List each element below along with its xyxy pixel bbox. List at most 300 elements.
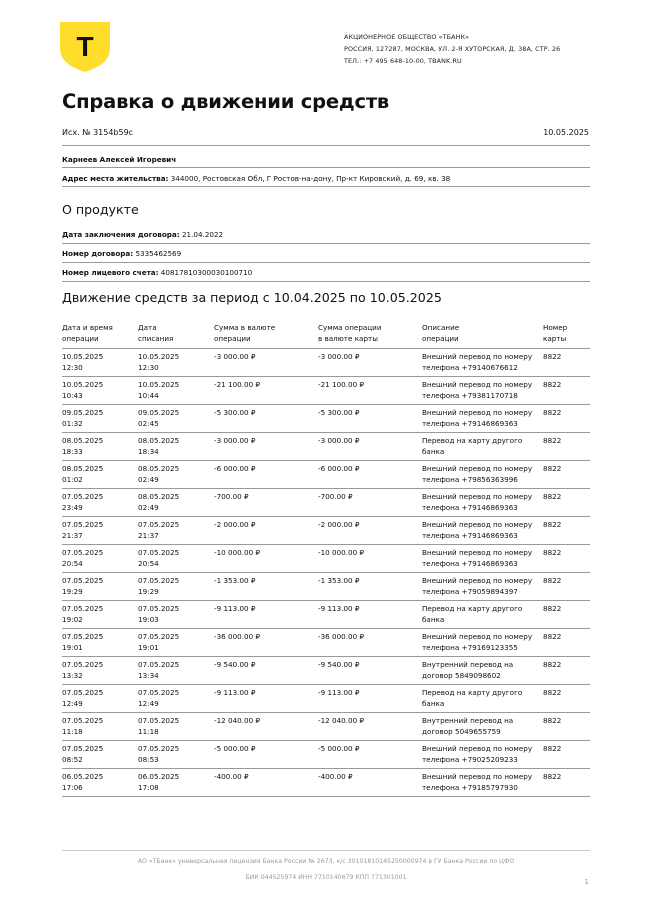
cell-line: 8822 xyxy=(543,464,562,473)
cell-line: -9 113.00 ₽ xyxy=(214,688,256,697)
table-row xyxy=(62,461,590,489)
cell-amount-card xyxy=(318,657,422,685)
cell-description xyxy=(422,545,543,573)
cell-amount-operation xyxy=(214,741,318,769)
cell-line: 10:43 xyxy=(62,391,83,400)
cell-line: -1 353.00 ₽ xyxy=(214,576,256,585)
cell-line: 08.05.2025 xyxy=(62,436,104,445)
table-row xyxy=(62,489,590,517)
cell-line: -9 113.00 ₽ xyxy=(318,688,360,697)
divider xyxy=(62,186,590,187)
movements-table-header xyxy=(62,322,590,349)
cell-op-datetime xyxy=(62,573,138,601)
cell-line: -400.00 ₽ xyxy=(318,772,353,781)
cell-debit-datetime xyxy=(138,545,214,573)
cell-amount-card xyxy=(318,713,422,741)
cell-card-number xyxy=(543,433,590,461)
cell-line: 21:37 xyxy=(62,531,83,540)
table-row xyxy=(62,713,590,741)
cell-line: 07.05.2025 xyxy=(62,492,104,501)
table-row xyxy=(62,657,590,685)
cell-line: 09.05.2025 xyxy=(62,408,104,417)
cell-line: 07.05.2025 xyxy=(138,716,180,725)
column-header-line: Описание xyxy=(422,323,460,332)
cell-line: 19:01 xyxy=(62,643,83,652)
cell-line: телефона +79146869363 xyxy=(422,419,518,428)
cell-line: 19:03 xyxy=(138,615,159,624)
cell-debit-datetime xyxy=(138,741,214,769)
cell-line: -12 040.00 ₽ xyxy=(214,716,261,725)
cell-line: 07.05.2025 xyxy=(138,576,180,585)
cell-line: 12:30 xyxy=(62,363,83,372)
cell-line: 01:32 xyxy=(62,419,83,428)
cell-description xyxy=(422,685,543,713)
cell-amount-operation xyxy=(214,629,318,657)
cell-card-number xyxy=(543,489,590,517)
cell-line: -5 000.00 ₽ xyxy=(214,744,256,753)
cell-line: 8822 xyxy=(543,436,562,445)
cell-op-datetime xyxy=(62,489,138,517)
column-header-line: Сумма в валюте xyxy=(214,323,276,332)
cell-line: 07.05.2025 xyxy=(138,604,180,613)
page-number: 1 xyxy=(584,878,589,886)
cell-amount-operation xyxy=(214,405,318,433)
cell-op-datetime xyxy=(62,685,138,713)
cell-amount-operation xyxy=(214,461,318,489)
column-header-line: Номер xyxy=(543,323,568,332)
cell-line: 8822 xyxy=(543,744,562,753)
cell-description xyxy=(422,489,543,517)
cell-card-number xyxy=(543,629,590,657)
cell-description xyxy=(422,713,543,741)
cell-line: 07.05.2025 xyxy=(138,548,180,557)
client-name-value: Карнеев Алексей Игоревич xyxy=(62,155,177,164)
cell-line: -3 000.00 ₽ xyxy=(214,436,256,445)
cell-description xyxy=(422,769,543,797)
cell-line: -2 000.00 ₽ xyxy=(214,520,256,529)
cell-line: -5 000.00 ₽ xyxy=(318,744,360,753)
cell-amount-card xyxy=(318,629,422,657)
divider xyxy=(62,145,590,146)
column-header-debit-date xyxy=(138,322,214,349)
cell-line: 07.05.2025 xyxy=(62,660,104,669)
table-row xyxy=(62,517,590,545)
cell-line: -9 540.00 ₽ xyxy=(318,660,360,669)
company-info xyxy=(344,31,634,67)
cell-line: -400.00 ₽ xyxy=(214,772,249,781)
cell-line: -10 000.00 ₽ xyxy=(214,548,261,557)
column-header-amount-op xyxy=(214,322,318,349)
cell-line: 08:53 xyxy=(138,755,159,764)
table-row xyxy=(62,601,590,629)
cell-amount-operation xyxy=(214,349,318,377)
cell-amount-card xyxy=(318,545,422,573)
cell-line: 01:02 xyxy=(62,475,83,484)
cell-amount-card xyxy=(318,349,422,377)
cell-amount-operation xyxy=(214,433,318,461)
cell-line: 8822 xyxy=(543,408,562,417)
table-row xyxy=(62,741,590,769)
cell-line: 02:45 xyxy=(138,419,159,428)
document-date: 10.05.2025 xyxy=(543,128,589,137)
cell-line: -9 113.00 ₽ xyxy=(318,604,360,613)
cell-line: телефона +79169123355 xyxy=(422,643,518,652)
cell-line: 10.05.2025 xyxy=(138,352,180,361)
cell-line: Внешний перевод по номеру xyxy=(422,744,533,753)
cell-card-number xyxy=(543,657,590,685)
cell-line: 8822 xyxy=(543,548,562,557)
cell-line: -5 300.00 ₽ xyxy=(318,408,360,417)
cell-line: -12 040.00 ₽ xyxy=(318,716,365,725)
account-label: Номер лицевого счета: xyxy=(62,268,159,277)
cell-line: Перевод на карту другого xyxy=(422,604,523,613)
footer-bank-details: БИК 044525974 ИНН 7710140679 КПП 771301001 xyxy=(245,874,407,881)
cell-line: телефона +79025209233 xyxy=(422,755,518,764)
contract-number-value: 5335462569 xyxy=(135,249,182,258)
cell-amount-operation xyxy=(214,769,318,797)
cell-line: телефона +79381170718 xyxy=(422,391,518,400)
cell-line: 08:52 xyxy=(62,755,83,764)
contract-date-label: Дата заключения договора: xyxy=(62,230,180,239)
company-address: РОССИЯ, 127287, МОСКВА, УЛ. 2-Я ХУТОРСКАЯ, Д. 38А, СТР. 26 xyxy=(344,45,561,53)
cell-line: 08.05.2025 xyxy=(138,464,180,473)
cell-description xyxy=(422,741,543,769)
cell-line: 8822 xyxy=(543,520,562,529)
cell-description xyxy=(422,433,543,461)
cell-line: 8822 xyxy=(543,716,562,725)
cell-line: Внутренний перевод на xyxy=(422,716,514,725)
cell-line: -36 000.00 ₽ xyxy=(318,632,365,641)
cell-line: -3 000.00 ₽ xyxy=(214,352,256,361)
cell-op-datetime xyxy=(62,601,138,629)
cell-card-number xyxy=(543,601,590,629)
cell-amount-operation xyxy=(214,713,318,741)
cell-line: 17:06 xyxy=(62,783,83,792)
cell-line: Внешний перевод по номеру xyxy=(422,772,533,781)
cell-line: 21:37 xyxy=(138,531,159,540)
cell-line: 13:32 xyxy=(62,671,83,680)
document-ref: Исх. № 3154b59c xyxy=(62,128,134,137)
table-row xyxy=(62,685,590,713)
cell-line: 12:49 xyxy=(62,699,83,708)
cell-op-datetime xyxy=(62,405,138,433)
cell-line: 23:49 xyxy=(62,503,83,512)
cell-op-datetime xyxy=(62,517,138,545)
divider xyxy=(62,167,590,168)
cell-description xyxy=(422,573,543,601)
column-header-line: операции xyxy=(62,334,99,343)
cell-line: Внешний перевод по номеру xyxy=(422,492,533,501)
table-row xyxy=(62,629,590,657)
cell-debit-datetime xyxy=(138,685,214,713)
cell-line: 10.05.2025 xyxy=(62,380,104,389)
movements-table-body xyxy=(62,349,590,797)
address-label: Адрес места жительства: xyxy=(62,174,169,183)
cell-line: телефона +79059894397 xyxy=(422,587,518,596)
table-row xyxy=(62,769,590,797)
cell-op-datetime xyxy=(62,545,138,573)
cell-line: Внешний перевод по номеру xyxy=(422,408,533,417)
cell-line: -2 000.00 ₽ xyxy=(318,520,360,529)
cell-op-datetime xyxy=(62,629,138,657)
cell-line: -3 000.00 ₽ xyxy=(318,352,360,361)
cell-card-number xyxy=(543,741,590,769)
cell-description xyxy=(422,377,543,405)
cell-line: телефона +79140676612 xyxy=(422,363,518,372)
cell-line: -5 300.00 ₽ xyxy=(214,408,256,417)
cell-line: Внешний перевод по номеру xyxy=(422,576,533,585)
cell-line: 06.05.2025 xyxy=(62,772,104,781)
cell-line: 07.05.2025 xyxy=(62,576,104,585)
cell-amount-operation xyxy=(214,489,318,517)
cell-line: 02:49 xyxy=(138,475,159,484)
column-header-line: Дата и время xyxy=(62,323,113,332)
cell-description xyxy=(422,461,543,489)
cell-line: 8822 xyxy=(543,604,562,613)
cell-debit-datetime xyxy=(138,349,214,377)
column-header-line: операции xyxy=(422,334,459,343)
cell-line: 07.05.2025 xyxy=(62,604,104,613)
cell-line: 06.05.2025 xyxy=(138,772,180,781)
cell-line: 07.05.2025 xyxy=(62,548,104,557)
contract-number-label: Номер договора: xyxy=(62,249,134,258)
cell-line: 8822 xyxy=(543,660,562,669)
cell-line: Внешний перевод по номеру xyxy=(422,632,533,641)
cell-amount-card xyxy=(318,769,422,797)
cell-op-datetime xyxy=(62,657,138,685)
cell-description xyxy=(422,349,543,377)
cell-line: Внешний перевод по номеру xyxy=(422,380,533,389)
cell-line: 19:01 xyxy=(138,643,159,652)
column-header-card xyxy=(543,322,590,349)
cell-line: 07.05.2025 xyxy=(62,632,104,641)
cell-debit-datetime xyxy=(138,461,214,489)
column-header-description xyxy=(422,322,543,349)
cell-line: Внешний перевод по номеру xyxy=(422,352,533,361)
table-header-row xyxy=(62,322,590,349)
cell-line: 09.05.2025 xyxy=(138,408,180,417)
column-header-line: операции xyxy=(214,334,251,343)
cell-line: 8822 xyxy=(543,576,562,585)
cell-line: договор 5049655759 xyxy=(422,727,501,736)
cell-line: 07.05.2025 xyxy=(138,688,180,697)
cell-line: 07.05.2025 xyxy=(62,716,104,725)
cell-amount-operation xyxy=(214,573,318,601)
cell-card-number xyxy=(543,685,590,713)
cell-debit-datetime xyxy=(138,377,214,405)
contract-number xyxy=(62,249,181,258)
table-row xyxy=(62,433,590,461)
column-header-line: карты xyxy=(543,334,567,343)
cell-line: 02:49 xyxy=(138,503,159,512)
table-row xyxy=(62,405,590,433)
cell-debit-datetime xyxy=(138,657,214,685)
cell-line: 07.05.2025 xyxy=(138,520,180,529)
cell-line: банка xyxy=(422,447,445,456)
cell-line: 07.05.2025 xyxy=(62,688,104,697)
account-number xyxy=(62,268,252,277)
cell-amount-card xyxy=(318,685,422,713)
cell-line: 08.05.2025 xyxy=(138,436,180,445)
cell-line: -1 353.00 ₽ xyxy=(318,576,360,585)
cell-line: -3 000.00 ₽ xyxy=(318,436,360,445)
divider xyxy=(62,281,590,282)
account-value: 40817810300030100710 xyxy=(160,268,253,277)
movements-table xyxy=(62,322,590,797)
cell-amount-operation xyxy=(214,601,318,629)
cell-line: 19:02 xyxy=(62,615,83,624)
cell-line: Внешний перевод по номеру xyxy=(422,548,533,557)
cell-line: телефона +79146869363 xyxy=(422,559,518,568)
cell-op-datetime xyxy=(62,769,138,797)
movements-heading: Движение средств за период с 10.04.2025 по 10.05.2025 xyxy=(62,290,442,305)
cell-line: 11:18 xyxy=(62,727,83,736)
cell-description xyxy=(422,517,543,545)
cell-amount-card xyxy=(318,377,422,405)
column-header-line: Дата xyxy=(138,323,157,332)
cell-line: -700.00 ₽ xyxy=(214,492,249,501)
cell-line: 20:54 xyxy=(62,559,83,568)
cell-line: телефона +79146869363 xyxy=(422,531,518,540)
contract-date xyxy=(62,230,223,239)
cell-line: Перевод на карту другого xyxy=(422,436,523,445)
cell-amount-operation xyxy=(214,517,318,545)
cell-line: 07.05.2025 xyxy=(138,660,180,669)
cell-line: -6 000.00 ₽ xyxy=(214,464,256,473)
divider xyxy=(62,243,590,244)
cell-line: -36 000.00 ₽ xyxy=(214,632,261,641)
cell-line: 8822 xyxy=(543,772,562,781)
cell-line: Внешний перевод по номеру xyxy=(422,520,533,529)
cell-line: 12:30 xyxy=(138,363,159,372)
cell-debit-datetime xyxy=(138,769,214,797)
cell-debit-datetime xyxy=(138,601,214,629)
cell-line: 8822 xyxy=(543,688,562,697)
cell-debit-datetime xyxy=(138,405,214,433)
cell-line: 07.05.2025 xyxy=(138,632,180,641)
cell-line: 08.05.2025 xyxy=(62,464,104,473)
client-name xyxy=(62,155,176,164)
cell-description xyxy=(422,405,543,433)
cell-line: 10:44 xyxy=(138,391,159,400)
cell-line: телефона +79185797930 xyxy=(422,783,518,792)
column-header-line: в валюте карты xyxy=(318,334,378,343)
tbank-logo xyxy=(60,22,110,72)
cell-line: 8822 xyxy=(543,352,562,361)
product-heading: О продукте xyxy=(62,202,139,217)
cell-line: договор 5849098602 xyxy=(422,671,501,680)
document-title: Справка о движении средств xyxy=(62,90,390,113)
cell-amount-card xyxy=(318,517,422,545)
cell-line: Внутренний перевод на xyxy=(422,660,514,669)
cell-line: 17:08 xyxy=(138,783,159,792)
footer-divider xyxy=(62,850,590,851)
cell-card-number xyxy=(543,769,590,797)
cell-card-number xyxy=(543,405,590,433)
footer xyxy=(62,854,590,886)
cell-amount-operation xyxy=(214,685,318,713)
logo-letter: Т xyxy=(76,31,94,62)
cell-op-datetime xyxy=(62,349,138,377)
column-header-datetime xyxy=(62,322,138,349)
cell-line: 19:29 xyxy=(138,587,159,596)
cell-line: 12:49 xyxy=(138,699,159,708)
cell-line: банка xyxy=(422,615,445,624)
footer-bank-license: АО «ТБанк» универсальная лицензия Банка России № 2673, к/с 30101810145250000974 в ГУ Банка России по ЦФО xyxy=(137,858,515,865)
cell-card-number xyxy=(543,545,590,573)
cell-debit-datetime xyxy=(138,713,214,741)
contract-date-value: 21.04.2022 xyxy=(181,230,224,239)
cell-amount-card xyxy=(318,573,422,601)
cell-line: 18:34 xyxy=(138,447,159,456)
cell-line: 20:54 xyxy=(138,559,159,568)
cell-card-number xyxy=(543,377,590,405)
cell-amount-card xyxy=(318,489,422,517)
table-row xyxy=(62,573,590,601)
cell-amount-operation xyxy=(214,657,318,685)
cell-line: 13:34 xyxy=(138,671,159,680)
cell-amount-card xyxy=(318,433,422,461)
cell-card-number xyxy=(543,349,590,377)
table-row xyxy=(62,377,590,405)
cell-debit-datetime xyxy=(138,573,214,601)
cell-line: 10.05.2025 xyxy=(62,352,104,361)
cell-line: 19:29 xyxy=(62,587,83,596)
cell-card-number xyxy=(543,573,590,601)
cell-line: 07.05.2025 xyxy=(62,744,104,753)
cell-op-datetime xyxy=(62,741,138,769)
cell-line: -21 100.00 ₽ xyxy=(318,380,365,389)
cell-line: Перевод на карту другого xyxy=(422,688,523,697)
cell-debit-datetime xyxy=(138,433,214,461)
cell-amount-card xyxy=(318,461,422,489)
company-name: АКЦИОНЕРНОЕ ОБЩЕСТВО «ТБАНК» xyxy=(344,33,470,41)
divider xyxy=(62,262,590,263)
cell-line: 07.05.2025 xyxy=(62,520,104,529)
cell-line: Внешний перевод по номеру xyxy=(422,464,533,473)
client-address xyxy=(62,174,450,183)
cell-op-datetime xyxy=(62,433,138,461)
cell-card-number xyxy=(543,517,590,545)
address-value: 344000, Ростовская Обл, Г Ростов-на-дону, Пр-кт Кировский, д. 69, кв. 38 xyxy=(170,174,451,183)
column-header-line: списания xyxy=(138,334,174,343)
cell-line: -10 000.00 ₽ xyxy=(318,548,365,557)
cell-line: -700.00 ₽ xyxy=(318,492,353,501)
cell-card-number xyxy=(543,461,590,489)
cell-line: -9 540.00 ₽ xyxy=(214,660,256,669)
cell-line: -6 000.00 ₽ xyxy=(318,464,360,473)
cell-op-datetime xyxy=(62,461,138,489)
cell-line: 8822 xyxy=(543,632,562,641)
cell-debit-datetime xyxy=(138,489,214,517)
company-contacts: ТЕЛ.: +7 495 648-10-00, TBANK.RU xyxy=(344,57,462,65)
cell-amount-operation xyxy=(214,377,318,405)
cell-debit-datetime xyxy=(138,629,214,657)
column-header-amount-card xyxy=(318,322,422,349)
cell-line: телефона +79146869363 xyxy=(422,503,518,512)
table-row xyxy=(62,545,590,573)
cell-line: 11:18 xyxy=(138,727,159,736)
cell-amount-card xyxy=(318,601,422,629)
cell-amount-card xyxy=(318,741,422,769)
cell-op-datetime xyxy=(62,713,138,741)
cell-description xyxy=(422,629,543,657)
cell-description xyxy=(422,601,543,629)
table-row xyxy=(62,349,590,377)
cell-line: -9 113.00 ₽ xyxy=(214,604,256,613)
cell-amount-card xyxy=(318,405,422,433)
cell-line: 8822 xyxy=(543,380,562,389)
